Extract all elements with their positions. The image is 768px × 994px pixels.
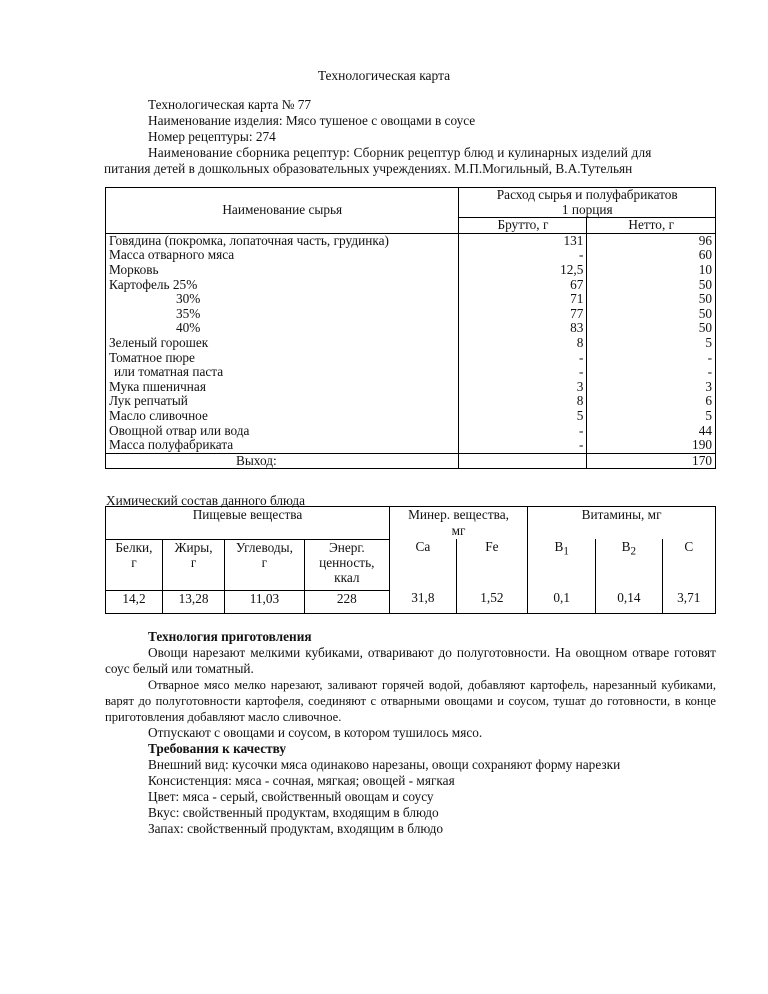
ingredient-name: 40% — [106, 321, 459, 336]
ingredient-name: или томатная паста — [106, 365, 459, 380]
ingredient-gross: 12,5 — [459, 263, 587, 278]
ca-value: 31,8 — [389, 590, 456, 613]
ingredient-gross: 77 — [459, 307, 587, 322]
ingredients-table — [105, 187, 716, 469]
output-net: 170 — [587, 453, 716, 469]
b1-value: 0,1 — [528, 590, 596, 613]
table-row — [106, 380, 716, 395]
ingredient-gross: - — [459, 365, 587, 380]
table-row — [106, 263, 716, 278]
ingredient-gross: - — [459, 438, 587, 453]
ingredient-name: Масло сливочное — [106, 409, 459, 424]
col-gross-header: Брутто, г — [459, 218, 587, 234]
ingredient-net: 3 — [587, 380, 716, 395]
ingredient-name: 30% — [106, 292, 459, 307]
minerals-unit: мг — [451, 523, 466, 538]
col-portion-header: 1 порция — [459, 203, 716, 218]
ingredient-name: Зеленый горошек — [106, 336, 459, 351]
output-gross — [459, 453, 587, 469]
fe-value: 1,52 — [456, 590, 527, 613]
ingredient-name: Томатное пюре — [106, 351, 459, 366]
b2-value: 0,14 — [596, 590, 662, 613]
energy-header: Энерг. ценность, ккал — [304, 539, 389, 590]
table-row — [106, 233, 716, 248]
energy-value: 228 — [304, 590, 389, 613]
protein-header: Белки, г — [106, 539, 163, 590]
technology-paragraph-2: Отварное мясо мелко нарезают, заливают горячей водой, добавляют картофель, нарезанный кубиками, варят до полуготовности картофеля, соединяют с отварными овощами и соусом, тушат до готовности, в конце приготовления добавляют масло сливочное. — [105, 678, 716, 724]
table-row — [106, 321, 716, 336]
protein-value: 14,2 — [106, 590, 163, 613]
ingredient-gross: 8 — [459, 394, 587, 409]
ingredient-gross: 3 — [459, 380, 587, 395]
collection-line-2: питания детей в дошкольных образовательных учреждениях. М.П.Могильный, В.А.Тутельян — [104, 161, 633, 176]
ingredient-name: Картофель 25% — [106, 278, 459, 293]
ingredient-gross: 8 — [459, 336, 587, 351]
chem-title: Химический состав данного блюда — [106, 493, 305, 508]
ingredient-net: - — [587, 351, 716, 366]
product-name: Наименование изделия: Мясо тушеное с овощами в соусе — [148, 113, 476, 128]
table-row — [106, 307, 716, 322]
card-number: Технологическая карта № 77 — [148, 97, 311, 112]
fat-value: 13,28 — [162, 590, 224, 613]
minerals-label: Минер. вещества, — [408, 507, 509, 522]
ingredient-net: 190 — [587, 438, 716, 453]
table-row — [106, 336, 716, 351]
ingredient-net: 5 — [587, 409, 716, 424]
ingredient-gross: 67 — [459, 278, 587, 293]
ingredient-name: 35% — [106, 307, 459, 322]
carb-header: Углеводы, г — [225, 539, 305, 590]
ingredient-name: Овощной отвар или вода — [106, 424, 459, 439]
ingredient-name: Говядина (покромка, лопаточная часть, грудинка) — [106, 233, 459, 248]
ingredient-net: 50 — [587, 321, 716, 336]
quality-appearance: Внешний вид: кусочки мяса одинаково нарезаны, овощи сохраняют форму нарезки — [148, 757, 621, 772]
fat-header: Жиры, г — [162, 539, 224, 590]
ingredient-gross: - — [459, 424, 587, 439]
table-row — [106, 292, 716, 307]
chem-table — [105, 506, 716, 614]
ingredient-gross: - — [459, 248, 587, 263]
output-label: Выход: — [106, 453, 459, 469]
ingredient-net: - — [587, 365, 716, 380]
quality-smell: Запах: свойственный продуктам, входящим в блюдо — [148, 821, 444, 836]
carb-value: 11,03 — [225, 590, 305, 613]
ingredient-name: Масса полуфабриката — [106, 438, 459, 453]
vitamins-header: Витамины, мг — [528, 507, 716, 540]
document-title: Технологическая карта — [317, 68, 451, 83]
ingredient-gross: 71 — [459, 292, 587, 307]
ingredient-gross: 83 — [459, 321, 587, 336]
ingredient-name: Лук репчатый — [106, 394, 459, 409]
col-net-header: Нетто, г — [587, 218, 716, 234]
table-row — [106, 248, 716, 263]
ca-header: Ca — [389, 539, 456, 590]
quality-consistency: Консистенция: мяса - сочная, мягкая; овощей - мягкая — [148, 773, 455, 788]
collection-line-1: Наименование сборника рецептур: Сборник рецептур блюд и кулинарных изделий для — [148, 145, 652, 160]
ingredient-net: 50 — [587, 307, 716, 322]
b1-header: $B_1$ — [528, 539, 596, 590]
ingredient-net: 44 — [587, 424, 716, 439]
technology-paragraph-3: Отпускают с овощами и соусом, в котором тушилось мясо. — [148, 725, 483, 740]
nutrients-header: Пищевые вещества — [106, 507, 390, 540]
quality-taste: Вкус: свойственный продуктам, входящим в блюдо — [148, 805, 439, 820]
c-header: C — [662, 539, 715, 590]
table-row — [106, 424, 716, 439]
ingredient-net: 60 — [587, 248, 716, 263]
col-group-header: Расход сырья и полуфабрикатов — [459, 188, 716, 203]
ingredient-net: 6 — [587, 394, 716, 409]
document-header — [104, 97, 716, 177]
ingredient-gross: 131 — [459, 233, 587, 248]
fe-header: Fe — [456, 539, 527, 590]
minerals-header — [389, 507, 527, 540]
ingredient-name: Морковь — [106, 263, 459, 278]
ingredients-body — [106, 233, 716, 453]
ingredient-net: 5 — [587, 336, 716, 351]
table-row — [106, 409, 716, 424]
ingredient-gross: - — [459, 351, 587, 366]
table-row — [106, 351, 716, 366]
ingredient-net: 10 — [587, 263, 716, 278]
ingredient-name: Масса отварного мяса — [106, 248, 459, 263]
table-row — [106, 438, 716, 453]
col-name-header: Наименование сырья — [106, 188, 459, 234]
c-value: 3,71 — [662, 590, 715, 613]
b2-header: $B_2$ — [596, 539, 662, 590]
ingredient-net: 50 — [587, 278, 716, 293]
technology-section — [105, 629, 716, 837]
table-row — [106, 365, 716, 380]
quality-heading: Требования к качеству — [148, 741, 287, 756]
table-row — [106, 278, 716, 293]
ingredient-gross: 5 — [459, 409, 587, 424]
ingredient-net: 50 — [587, 292, 716, 307]
technology-paragraph-1: Овощи нарезают мелкими кубиками, отваривают до полуготовности. На овощном отваре готовят соус белый или томатный. — [105, 645, 716, 676]
ingredient-net: 96 — [587, 233, 716, 248]
recipe-number: Номер рецептуры: 274 — [148, 129, 276, 144]
table-row — [106, 394, 716, 409]
ingredient-name: Мука пшеничная — [106, 380, 459, 395]
technology-heading: Технология приготовления — [148, 629, 312, 644]
quality-color: Цвет: мяса - серый, свойственный овощам и соусу — [148, 789, 434, 804]
